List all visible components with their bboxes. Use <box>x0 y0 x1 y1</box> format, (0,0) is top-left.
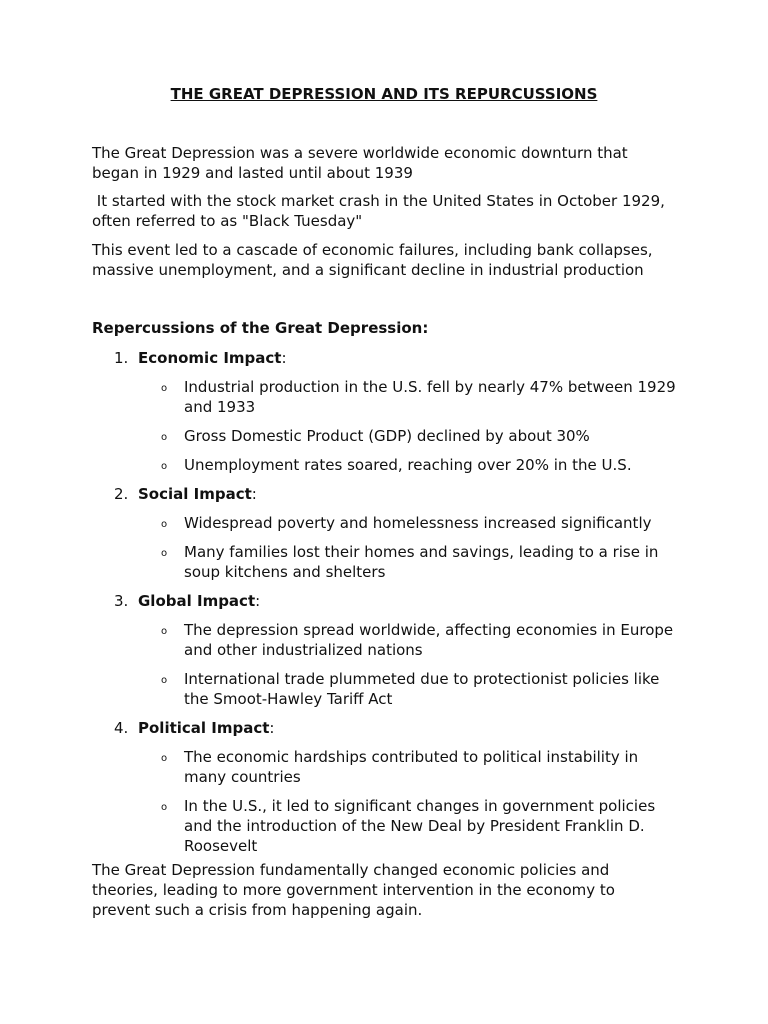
sub-bullet-text: The depression spread worldwide, affecting economies in Europe and other industrialized nations <box>184 621 674 659</box>
list-item-suffix: : <box>251 485 257 503</box>
sub-bullet-text: Unemployment rates soared, reaching over 20% in the U.S. <box>184 456 632 474</box>
sub-bullet <box>92 377 684 417</box>
sub-bullet-text: Many families lost their homes and savings, leading to a rise in soup kitchens and shelters <box>184 543 659 581</box>
list-item-number: 4. <box>114 719 129 737</box>
list-item-heading <box>92 718 692 738</box>
list-item-number: 1. <box>114 349 129 367</box>
list-item <box>92 718 692 856</box>
sub-bullet-text: Industrial production in the U.S. fell by nearly 47% between 1929 and 1933 <box>184 378 676 416</box>
list-item-heading <box>92 348 692 368</box>
list-item-heading <box>92 484 692 504</box>
bullet-icon: o <box>161 626 168 637</box>
bullet-icon: o <box>161 753 168 764</box>
list-item-suffix: : <box>269 719 275 737</box>
sub-bullet-text: In the U.S., it led to significant changes in government policies and the introduction of the New Deal by President Franklin D. Roosevelt <box>184 797 656 855</box>
list-item-title: Global Impact <box>138 592 256 610</box>
repercussions-list <box>92 348 692 865</box>
bullet-icon: o <box>161 675 168 686</box>
list-item-title: Political Impact <box>138 719 270 737</box>
section-heading: Repercussions of the Great Depression: <box>92 319 429 337</box>
intro-paragraph-1: The Great Depression was a severe worldwide economic downturn that began in 1929 and lasted until about 1939 <box>92 144 628 182</box>
sub-bullet <box>92 455 684 475</box>
list-item-number: 2. <box>114 485 129 503</box>
sub-bullet-text: Widespread poverty and homelessness increased significantly <box>184 514 652 532</box>
list-item-number: 3. <box>114 592 129 610</box>
list-item <box>92 484 692 582</box>
list-item-suffix: : <box>255 592 261 610</box>
intro-paragraph-2: It started with the stock market crash in the United States in October 1929, often referred to as "Black Tuesday" <box>92 192 670 230</box>
list-item-suffix: : <box>281 349 287 367</box>
sub-bullet-text: Gross Domestic Product (GDP) declined by about 30% <box>184 427 590 445</box>
closing-paragraph: The Great Depression fundamentally changed economic policies and theories, leading to more government intervention in the economy to prevent such a crisis from happening again. <box>92 861 615 919</box>
sub-bullet-text: The economic hardships contributed to political instability in many countries <box>184 748 639 786</box>
list-item <box>92 591 692 709</box>
document-title: THE GREAT DEPRESSION AND ITS REPURCUSSIONS <box>170 85 598 103</box>
sub-bullet-text: International trade plummeted due to protectionist policies like the Smoot-Hawley Tariff Act <box>184 670 660 708</box>
sub-bullet <box>92 747 684 787</box>
bullet-icon: o <box>161 519 168 530</box>
bullet-icon: o <box>161 383 168 394</box>
sub-bullet <box>92 513 684 533</box>
list-item <box>92 348 692 475</box>
bullet-icon: o <box>161 802 168 813</box>
bullet-icon: o <box>161 432 168 443</box>
sub-bullet <box>92 542 684 582</box>
bullet-icon: o <box>161 461 168 472</box>
sub-bullet <box>92 669 684 709</box>
sub-bullet <box>92 796 684 856</box>
sub-bullet <box>92 620 684 660</box>
list-item-title: Social Impact <box>138 485 252 503</box>
bullet-icon: o <box>161 548 168 559</box>
list-item-heading <box>92 591 692 611</box>
sub-bullet <box>92 426 684 446</box>
intro-paragraph-3: This event led to a cascade of economic failures, including bank collapses, massive unemployment, and a significant decline in industrial production <box>92 241 653 279</box>
list-item-title: Economic Impact <box>138 349 282 367</box>
